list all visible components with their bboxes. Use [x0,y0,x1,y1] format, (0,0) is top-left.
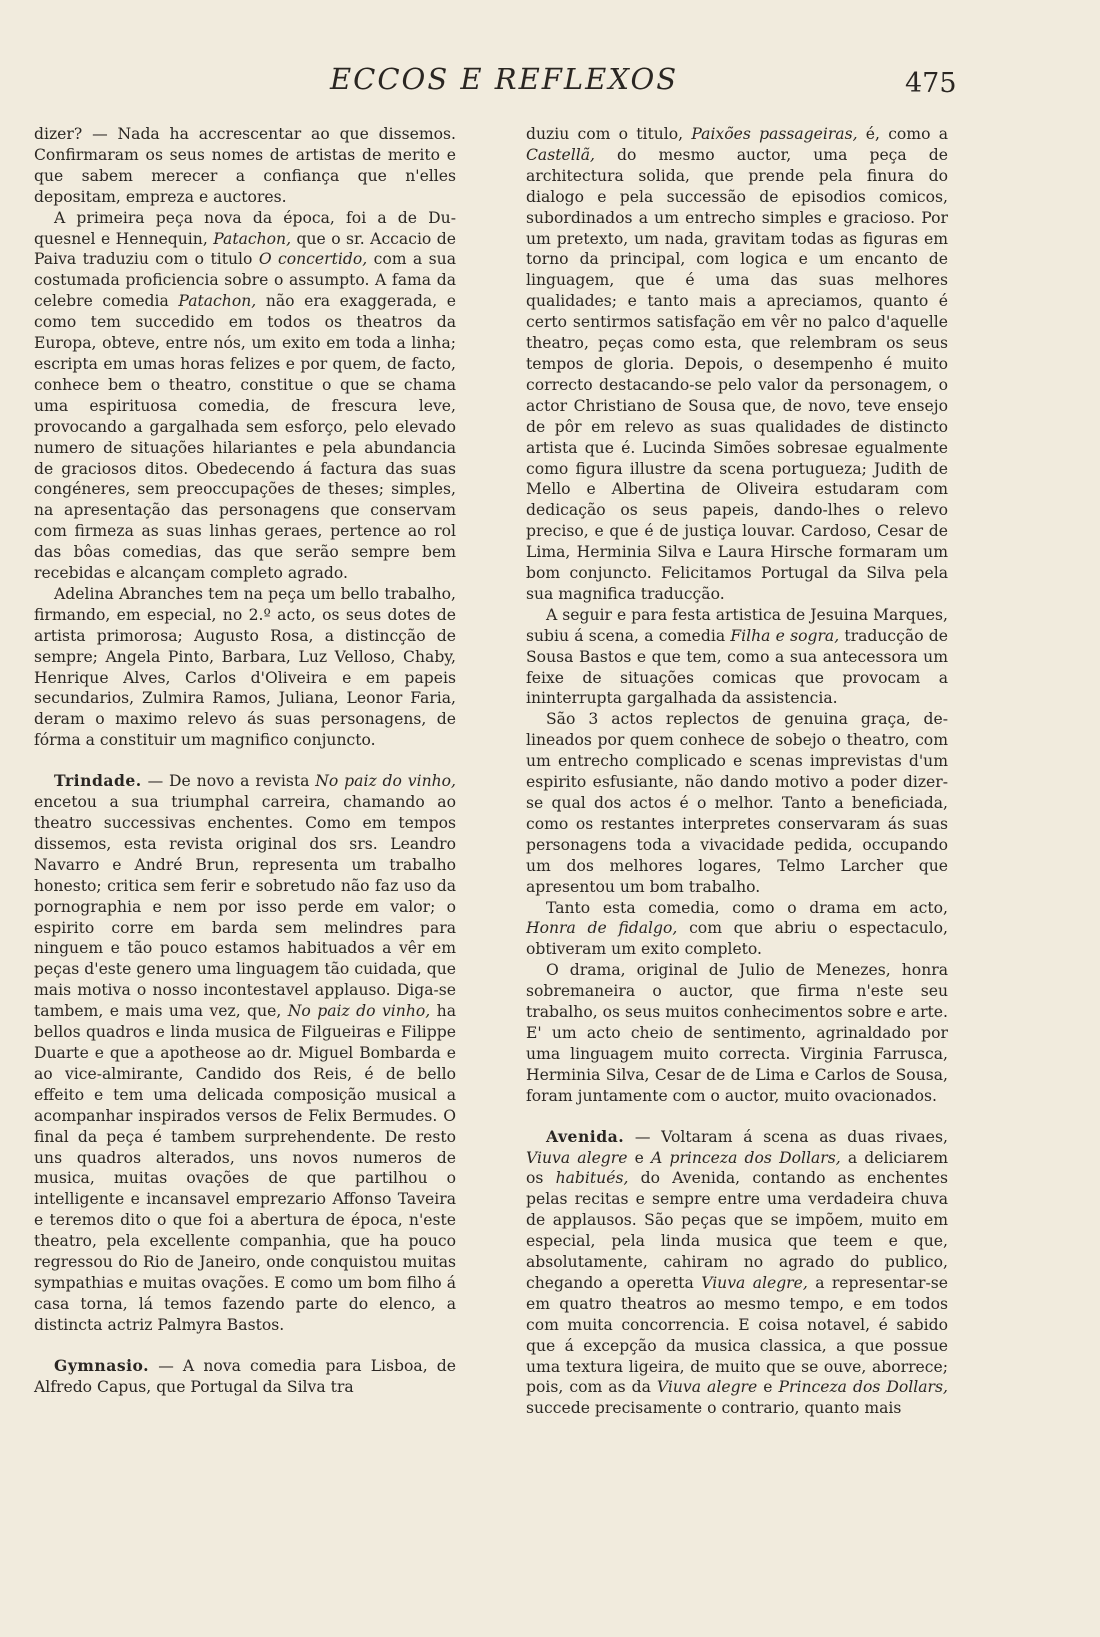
italic-title: Viuva alegre [656,1378,758,1397]
paragraph [526,898,948,961]
italic-title: Patachon, [213,229,292,248]
italic-title: Princeza dos Dollars, [778,1378,948,1397]
text-run: encetou a sua triumphal carreira, chamando ao theatro successivas enchentes. Como em tempos dissemos, esta revista original dos srs. Leandro Navarro e André Brun, representa um trabalho honesto; critica sem ferir e sobretudo não faz uso da pornographia e nem por isso perde em valor; o espirito corre em barda sem melindres para ninguem e tão pouco estamos habituados a vêr em peças d'este genero uma linguagem tão cuidada, que mais motiva o nosso incontestavel applauso. Diga-se tambem, e mais uma vez, que, [34,793,456,1021]
italic-title: Honra de fidalgo, [526,919,678,938]
text-run: — A nova comedia para Lisboa, de Alfredo Capus, que Portugal da Silva tra [34,1356,456,1396]
text-run: São 3 actos replectos de genuina graça, delineados por quem conhece de sobejo o theatro, com um entrecho complicado e scenas imprevistas d'um espirito esfusiante, não dando motivo a poder dizer-se qual dos actos é o melhor. Tanto a beneficiada, como os restantes interpretes conservaram ás suas personagens toda a vivacidade pedida, occupando um dos melhores logares, Telmo Larcher que apresentou um bom trabalho. [526,710,948,896]
text-column-left [34,124,456,1397]
paragraph [34,584,456,751]
text-run: succede precisamente o contrario, quanto mais [526,1399,902,1418]
paragraph [526,1127,948,1420]
text-run: traducção de Sousa Bastos e que tem, como a sua antecessora um feixe de situações comicas que provocam a ininterrupta gargalhada da assistencia. [526,626,948,708]
italic-title: Viuva alegre [526,1148,628,1167]
page-number: 475 [905,68,957,99]
text-run: com que abriu o espectaculo, obtiveram um exito completo. [526,919,948,959]
italic-title: habitués, [555,1169,629,1188]
text-run: — De novo a revista [141,772,316,791]
italic-title: No paiz do vinho, [287,1002,431,1021]
text-column-right [526,124,948,1419]
text-run: não era exaggerada, e como tem succedido em todos os theatros da Europa, obteve, entre nós, um exito em toda a linha; escripta em umas horas felizes e por quem, de facto, conhece bem o theatro, constitue o que se chama uma espirituosa comedia, de frescura leve, provocando a gargalhada sem esforço, pelo elevado numero de situações hilariantes e pela abundancia de graciosos ditos. Obedecendo á factura das suas congéneres, sem preoccupações de theses; simples, na apresentação das personagens que conservam com firmeza as suas linhas geraes, pertence ao rol das bôas comedias, das que serão sempre bem recebidas e alcançam completo agrado. [34,292,456,583]
text-run: a deliciarem os [526,1148,948,1188]
text-run: O drama, original de Julio de Menezes, honra sobremaneira o auctor, que firma n'este seu trabalho, os seus muitos conhecimentos sobre e arte. E' um acto cheio de sentimento, agrinaldado por uma linguagem muito correcta. Virginia Farrusca, Herminia Silva, Cesar de de Lima e Carlos de Sousa, foram juntamente com o auctor, muito ovacionados. [526,961,948,1105]
paragraph [526,709,948,897]
italic-title: O concertido, [258,250,368,269]
text-run: e [757,1378,779,1397]
italic-title: Patachon, [178,292,257,311]
text-run: — Voltaram á scena as duas rivaes, [624,1127,948,1146]
italic-title: Viuva alegre, [701,1273,808,1292]
paragraph [34,1356,456,1398]
section-title: Avenida. [546,1126,625,1146]
section-title: Trindade. [54,771,142,791]
paragraph [526,960,948,1106]
paragraph [34,771,456,1335]
text-run: e [627,1148,652,1167]
italic-title: Filha e sogra, [730,626,840,645]
paragraph [526,605,948,710]
text-run: com a sua costumada proficiencia sobre o assumpto. A fama da celebre comedia [34,250,456,311]
text-run: A seguir e para festa artistica de Jesuina Marques, subiu á scena, a comedia [526,605,948,645]
text-run: do Avenida, contando as enchentes pelas recitas e sempre entre uma verdadeira chuva de applausos. São peças que se impõem, muito em especial, pela linda musica que teem e que, absolutamente, cahiram no agrado do publico, chegando a operetta [526,1169,948,1292]
text-run: a representar-se em quatro theatros ao mesmo tempo, e em todos com muita concorrencia. E coisa notavel, é sabido que á excepção da musica classica, a que possue uma textura ligeira, de muito que se ouve, aborrece; pois, com as da [526,1273,948,1397]
paragraph [34,124,456,208]
italic-title: No paiz do vinho, [315,772,456,791]
text-run: A primeira peça nova da época, foi a de Duquesnel e Hennequin, [34,208,456,248]
paragraph [526,124,948,605]
text-run: duziu com o titulo, [526,125,692,143]
running-title: ECCOS E REFLEXOS [330,62,679,96]
italic-title: Paixões passageiras, [691,125,858,143]
text-run: Adelina Abranches tem na peça um bello trabalho, firmando, em especial, no 2.º acto, os seus dotes de artista primorosa; Augusto Rosa, a distincção de sempre; Angela Pinto, Barbara, Luz Velloso, Chaby, Henrique Alves, Carlos d'Oliveira e em papeis secundarios, Zulmira Ramos, Juliana, Leonor Faria, deram o maximo relevo ás suas personagens, de fórma a constituir um magnifico conjuncto. [34,584,456,750]
text-run: dizer? — Nada ha accrescentar ao que dissemos. Confirmaram os seus nomes de artistas de merito e que sabem merecer a confiança que n'elles depositam, empreza e auctores. [34,125,456,206]
text-run: que o sr. Accacio de Paiva traduziu com o titulo [34,229,456,269]
paragraph [34,208,456,584]
text-run: do mesmo auctor, uma peça de architectura solida, que prende pela finura do dialogo e pela successão de episodios comicos, subordinados a um entrecho simples e gracioso. Por um pretexto, um nada, gravitam todas as figuras em torno da principal, com logica e um encanto de linguagem, que é uma das suas melhores qualidades; e tanto mais a apreciamos, quanto é certo sentirmos satisfação em vêr no palco d'aquelle theatro, peças como esta, que relembram os seus tempos de gloria. Depois, o desempenho é muito correcto destacando-se pelo valor da personagem, o actor Christiano de Sousa que, de novo, teve ensejo de pôr em relevo as suas qualidades de distincto artista que é. Lucinda Simões sobresae egualmente como figura illustre da scena portugueza; Judith de Mello e Albertina de Oliveira estudaram com dedicação os seus papeis, dando-lhes o relevo preciso, e que é de justiça louvar. Cardoso, Cesar de Lima, Herminia Silva e Laura Hirsche formaram um bom conjuncto. Felicitamos Portugal da Silva pela sua magnifica traducção. [526,145,948,603]
text-run: Tanto esta comedia, como o drama em acto, [546,898,948,917]
italic-title: Castellã, [526,145,595,164]
italic-title: A princeza dos Dollars, [651,1148,841,1167]
text-run: ha bellos quadros e linda musica de Filgueiras e Filippe Duarte e que a apotheose ao dr. Miguel Bombarda e ao vice-almirante, Candido dos Reis, é de bello effeito e tem uma delicada composição musical a acompanhar inspirados versos de Felix Bermudes. O final da peça é tambem surprehendente. De resto uns quadros alterados, uns novos numeros de musica, muitas ovações de que partilhou o intelligente e incansavel emprezario Affonso Taveira e teremos dito o que foi a abertura de época, n'este theatro, pela excellente companhia, que ha pouco regressou do Rio de Janeiro, onde conquistou muitas sympathias e muitas ovações. E como um bom filho á casa torna, lá temos fazendo parte do elenco, a distincta actriz Palmyra Bastos. [34,1002,456,1334]
text-run: é, como a [857,125,949,143]
section-title: Gymnasio. [54,1355,150,1375]
